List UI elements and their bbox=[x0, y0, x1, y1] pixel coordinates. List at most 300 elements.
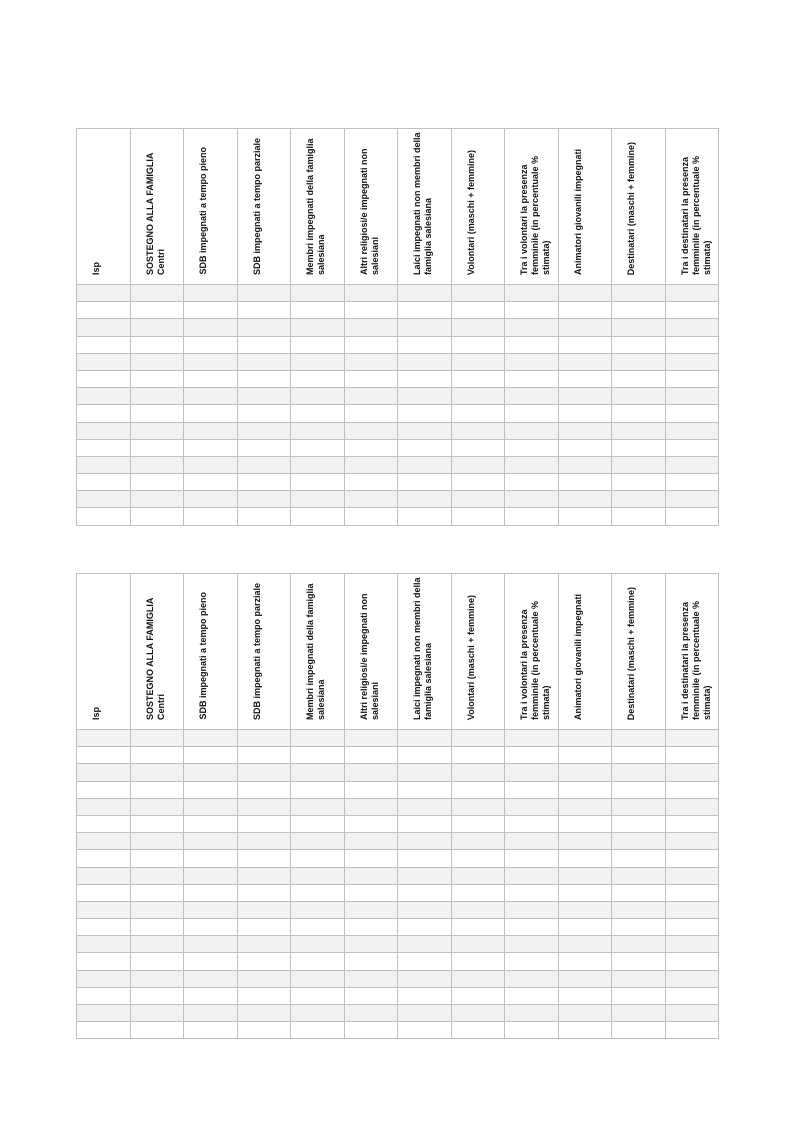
table-cell[interactable] bbox=[130, 850, 184, 867]
table-cell[interactable] bbox=[77, 508, 131, 525]
table-cell[interactable] bbox=[344, 901, 398, 918]
table-cell[interactable] bbox=[77, 370, 131, 387]
table-cell[interactable] bbox=[612, 1005, 666, 1022]
table-cell[interactable] bbox=[291, 336, 345, 353]
table-cell[interactable] bbox=[344, 884, 398, 901]
table-cell[interactable] bbox=[77, 439, 131, 456]
table-cell[interactable] bbox=[344, 422, 398, 439]
table-cell[interactable] bbox=[612, 901, 666, 918]
table-cell[interactable] bbox=[130, 388, 184, 405]
table-cell[interactable] bbox=[130, 867, 184, 884]
table-cell[interactable] bbox=[451, 747, 505, 764]
table-cell[interactable] bbox=[398, 953, 452, 970]
table-cell[interactable] bbox=[237, 285, 291, 302]
table-cell[interactable] bbox=[291, 491, 345, 508]
table-cell[interactable] bbox=[505, 901, 559, 918]
table-cell[interactable] bbox=[505, 919, 559, 936]
table-cell[interactable] bbox=[344, 867, 398, 884]
table-cell[interactable] bbox=[451, 815, 505, 832]
table-cell[interactable] bbox=[612, 456, 666, 473]
table-cell[interactable] bbox=[344, 405, 398, 422]
table-cell[interactable] bbox=[451, 884, 505, 901]
table-cell[interactable] bbox=[665, 901, 719, 918]
table-cell[interactable] bbox=[558, 491, 612, 508]
table-cell[interactable] bbox=[665, 336, 719, 353]
table-cell[interactable] bbox=[344, 953, 398, 970]
table-cell[interactable] bbox=[77, 1005, 131, 1022]
table-cell[interactable] bbox=[665, 953, 719, 970]
table-cell[interactable] bbox=[184, 336, 238, 353]
table-cell[interactable] bbox=[558, 422, 612, 439]
table-cell[interactable] bbox=[130, 439, 184, 456]
table-cell[interactable] bbox=[291, 833, 345, 850]
table-cell[interactable] bbox=[558, 850, 612, 867]
table-cell[interactable] bbox=[558, 302, 612, 319]
table-cell[interactable] bbox=[505, 456, 559, 473]
table-cell[interactable] bbox=[291, 936, 345, 953]
table-cell[interactable] bbox=[398, 1005, 452, 1022]
table-cell[interactable] bbox=[398, 439, 452, 456]
table-cell[interactable] bbox=[612, 474, 666, 491]
table-cell[interactable] bbox=[77, 919, 131, 936]
table-cell[interactable] bbox=[130, 987, 184, 1004]
table-cell[interactable] bbox=[612, 815, 666, 832]
table-cell[interactable] bbox=[612, 884, 666, 901]
table-cell[interactable] bbox=[398, 336, 452, 353]
table-cell[interactable] bbox=[451, 730, 505, 747]
table-cell[interactable] bbox=[77, 422, 131, 439]
table-cell[interactable] bbox=[184, 319, 238, 336]
table-cell[interactable] bbox=[130, 798, 184, 815]
table-cell[interactable] bbox=[451, 1005, 505, 1022]
table-cell[interactable] bbox=[344, 508, 398, 525]
table-cell[interactable] bbox=[237, 867, 291, 884]
table-cell[interactable] bbox=[237, 747, 291, 764]
table-cell[interactable] bbox=[558, 730, 612, 747]
table-cell[interactable] bbox=[130, 970, 184, 987]
table-cell[interactable] bbox=[505, 1022, 559, 1039]
table-cell[interactable] bbox=[451, 456, 505, 473]
table-cell[interactable] bbox=[665, 850, 719, 867]
table-cell[interactable] bbox=[184, 491, 238, 508]
table-cell[interactable] bbox=[184, 422, 238, 439]
table-cell[interactable] bbox=[130, 747, 184, 764]
table-cell[interactable] bbox=[665, 491, 719, 508]
table-cell[interactable] bbox=[77, 319, 131, 336]
table-cell[interactable] bbox=[558, 405, 612, 422]
table-cell[interactable] bbox=[398, 747, 452, 764]
table-cell[interactable] bbox=[184, 919, 238, 936]
table-cell[interactable] bbox=[291, 456, 345, 473]
table-cell[interactable] bbox=[451, 370, 505, 387]
table-cell[interactable] bbox=[505, 353, 559, 370]
table-cell[interactable] bbox=[344, 798, 398, 815]
table-cell[interactable] bbox=[344, 815, 398, 832]
table-cell[interactable] bbox=[612, 491, 666, 508]
table-cell[interactable] bbox=[77, 781, 131, 798]
table-cell[interactable] bbox=[505, 781, 559, 798]
table-cell[interactable] bbox=[665, 798, 719, 815]
table-cell[interactable] bbox=[237, 730, 291, 747]
table-cell[interactable] bbox=[558, 388, 612, 405]
table-cell[interactable] bbox=[130, 405, 184, 422]
table-cell[interactable] bbox=[77, 936, 131, 953]
table-cell[interactable] bbox=[130, 336, 184, 353]
table-cell[interactable] bbox=[344, 730, 398, 747]
table-cell[interactable] bbox=[451, 781, 505, 798]
table-cell[interactable] bbox=[665, 884, 719, 901]
table-cell[interactable] bbox=[291, 764, 345, 781]
table-cell[interactable] bbox=[237, 1022, 291, 1039]
table-cell[interactable] bbox=[184, 730, 238, 747]
table-cell[interactable] bbox=[451, 388, 505, 405]
table-cell[interactable] bbox=[77, 798, 131, 815]
table-cell[interactable] bbox=[237, 319, 291, 336]
table-cell[interactable] bbox=[344, 747, 398, 764]
table-cell[interactable] bbox=[665, 456, 719, 473]
table-cell[interactable] bbox=[665, 370, 719, 387]
table-cell[interactable] bbox=[291, 370, 345, 387]
table-cell[interactable] bbox=[665, 285, 719, 302]
table-cell[interactable] bbox=[398, 370, 452, 387]
table-cell[interactable] bbox=[77, 970, 131, 987]
table-cell[interactable] bbox=[665, 302, 719, 319]
table-cell[interactable] bbox=[291, 730, 345, 747]
table-cell[interactable] bbox=[612, 970, 666, 987]
table-cell[interactable] bbox=[451, 867, 505, 884]
table-cell[interactable] bbox=[237, 474, 291, 491]
table-cell[interactable] bbox=[398, 422, 452, 439]
table-cell[interactable] bbox=[291, 422, 345, 439]
table-cell[interactable] bbox=[77, 730, 131, 747]
table-cell[interactable] bbox=[505, 833, 559, 850]
table-cell[interactable] bbox=[130, 901, 184, 918]
table-cell[interactable] bbox=[237, 456, 291, 473]
table-cell[interactable] bbox=[558, 884, 612, 901]
table-cell[interactable] bbox=[291, 1005, 345, 1022]
table-cell[interactable] bbox=[344, 285, 398, 302]
table-cell[interactable] bbox=[237, 302, 291, 319]
table-cell[interactable] bbox=[344, 370, 398, 387]
table-cell[interactable] bbox=[77, 953, 131, 970]
table-cell[interactable] bbox=[291, 1022, 345, 1039]
table-cell[interactable] bbox=[505, 336, 559, 353]
table-cell[interactable] bbox=[665, 919, 719, 936]
table-cell[interactable] bbox=[184, 987, 238, 1004]
table-cell[interactable] bbox=[451, 764, 505, 781]
table-cell[interactable] bbox=[665, 319, 719, 336]
table-cell[interactable] bbox=[77, 901, 131, 918]
table-cell[interactable] bbox=[184, 815, 238, 832]
table-cell[interactable] bbox=[291, 319, 345, 336]
table-cell[interactable] bbox=[237, 798, 291, 815]
table-cell[interactable] bbox=[77, 474, 131, 491]
table-cell[interactable] bbox=[184, 474, 238, 491]
table-cell[interactable] bbox=[451, 970, 505, 987]
table-cell[interactable] bbox=[612, 405, 666, 422]
table-cell[interactable] bbox=[451, 474, 505, 491]
table-cell[interactable] bbox=[237, 1005, 291, 1022]
table-cell[interactable] bbox=[184, 850, 238, 867]
table-cell[interactable] bbox=[77, 833, 131, 850]
table-cell[interactable] bbox=[184, 285, 238, 302]
table-cell[interactable] bbox=[558, 508, 612, 525]
table-cell[interactable] bbox=[665, 474, 719, 491]
table-cell[interactable] bbox=[398, 884, 452, 901]
table-cell[interactable] bbox=[505, 936, 559, 953]
table-cell[interactable] bbox=[237, 781, 291, 798]
table-cell[interactable] bbox=[451, 798, 505, 815]
table-cell[interactable] bbox=[184, 747, 238, 764]
table-cell[interactable] bbox=[612, 747, 666, 764]
table-cell[interactable] bbox=[558, 456, 612, 473]
table-cell[interactable] bbox=[612, 302, 666, 319]
table-cell[interactable] bbox=[77, 491, 131, 508]
table-cell[interactable] bbox=[291, 919, 345, 936]
table-cell[interactable] bbox=[77, 302, 131, 319]
table-cell[interactable] bbox=[665, 508, 719, 525]
table-cell[interactable] bbox=[558, 319, 612, 336]
table-cell[interactable] bbox=[237, 884, 291, 901]
table-cell[interactable] bbox=[184, 388, 238, 405]
table-cell[interactable] bbox=[612, 798, 666, 815]
table-cell[interactable] bbox=[665, 388, 719, 405]
table-cell[interactable] bbox=[184, 970, 238, 987]
table-cell[interactable] bbox=[612, 319, 666, 336]
table-cell[interactable] bbox=[558, 815, 612, 832]
table-cell[interactable] bbox=[344, 439, 398, 456]
table-cell[interactable] bbox=[398, 1022, 452, 1039]
table-cell[interactable] bbox=[558, 901, 612, 918]
table-cell[interactable] bbox=[612, 953, 666, 970]
table-cell[interactable] bbox=[184, 798, 238, 815]
table-cell[interactable] bbox=[344, 970, 398, 987]
table-cell[interactable] bbox=[398, 730, 452, 747]
table-cell[interactable] bbox=[344, 491, 398, 508]
table-cell[interactable] bbox=[398, 919, 452, 936]
table-cell[interactable] bbox=[130, 508, 184, 525]
table-cell[interactable] bbox=[612, 508, 666, 525]
table-cell[interactable] bbox=[184, 456, 238, 473]
table-cell[interactable] bbox=[612, 353, 666, 370]
table-cell[interactable] bbox=[665, 987, 719, 1004]
table-cell[interactable] bbox=[505, 285, 559, 302]
table-cell[interactable] bbox=[237, 833, 291, 850]
table-cell[interactable] bbox=[451, 936, 505, 953]
table-cell[interactable] bbox=[237, 901, 291, 918]
table-cell[interactable] bbox=[612, 764, 666, 781]
table-cell[interactable] bbox=[237, 353, 291, 370]
table-cell[interactable] bbox=[665, 781, 719, 798]
table-cell[interactable] bbox=[505, 1005, 559, 1022]
table-cell[interactable] bbox=[505, 987, 559, 1004]
table-cell[interactable] bbox=[451, 353, 505, 370]
table-cell[interactable] bbox=[558, 798, 612, 815]
table-cell[interactable] bbox=[344, 850, 398, 867]
table-cell[interactable] bbox=[558, 747, 612, 764]
table-cell[interactable] bbox=[612, 422, 666, 439]
table-cell[interactable] bbox=[558, 867, 612, 884]
table-cell[interactable] bbox=[398, 815, 452, 832]
table-cell[interactable] bbox=[184, 1022, 238, 1039]
table-cell[interactable] bbox=[344, 781, 398, 798]
table-cell[interactable] bbox=[558, 1022, 612, 1039]
table-cell[interactable] bbox=[665, 970, 719, 987]
table-cell[interactable] bbox=[237, 405, 291, 422]
table-cell[interactable] bbox=[558, 919, 612, 936]
table-cell[interactable] bbox=[505, 884, 559, 901]
table-cell[interactable] bbox=[451, 439, 505, 456]
table-cell[interactable] bbox=[344, 302, 398, 319]
table-cell[interactable] bbox=[237, 491, 291, 508]
table-cell[interactable] bbox=[130, 422, 184, 439]
table-cell[interactable] bbox=[130, 474, 184, 491]
table-cell[interactable] bbox=[184, 953, 238, 970]
table-cell[interactable] bbox=[77, 747, 131, 764]
table-cell[interactable] bbox=[77, 336, 131, 353]
table-cell[interactable] bbox=[505, 815, 559, 832]
table-cell[interactable] bbox=[291, 508, 345, 525]
table-cell[interactable] bbox=[291, 747, 345, 764]
table-cell[interactable] bbox=[344, 1005, 398, 1022]
table-cell[interactable] bbox=[291, 353, 345, 370]
table-cell[interactable] bbox=[77, 850, 131, 867]
table-cell[interactable] bbox=[291, 781, 345, 798]
table-cell[interactable] bbox=[665, 747, 719, 764]
table-cell[interactable] bbox=[184, 370, 238, 387]
table-cell[interactable] bbox=[451, 987, 505, 1004]
table-cell[interactable] bbox=[398, 850, 452, 867]
table-cell[interactable] bbox=[505, 474, 559, 491]
table-cell[interactable] bbox=[130, 919, 184, 936]
table-cell[interactable] bbox=[665, 405, 719, 422]
table-cell[interactable] bbox=[558, 439, 612, 456]
table-cell[interactable] bbox=[665, 439, 719, 456]
table-cell[interactable] bbox=[77, 405, 131, 422]
table-cell[interactable] bbox=[558, 764, 612, 781]
table-cell[interactable] bbox=[237, 987, 291, 1004]
table-cell[interactable] bbox=[612, 370, 666, 387]
table-cell[interactable] bbox=[451, 336, 505, 353]
table-cell[interactable] bbox=[505, 405, 559, 422]
table-cell[interactable] bbox=[291, 987, 345, 1004]
table-cell[interactable] bbox=[505, 491, 559, 508]
table-cell[interactable] bbox=[558, 833, 612, 850]
table-cell[interactable] bbox=[184, 901, 238, 918]
table-cell[interactable] bbox=[184, 1005, 238, 1022]
table-cell[interactable] bbox=[665, 815, 719, 832]
table-cell[interactable] bbox=[291, 405, 345, 422]
table-cell[interactable] bbox=[451, 508, 505, 525]
table-cell[interactable] bbox=[505, 508, 559, 525]
table-cell[interactable] bbox=[612, 850, 666, 867]
table-cell[interactable] bbox=[184, 867, 238, 884]
table-cell[interactable] bbox=[184, 936, 238, 953]
table-cell[interactable] bbox=[451, 422, 505, 439]
table-cell[interactable] bbox=[558, 781, 612, 798]
table-cell[interactable] bbox=[665, 730, 719, 747]
table-cell[interactable] bbox=[505, 764, 559, 781]
table-cell[interactable] bbox=[344, 474, 398, 491]
table-cell[interactable] bbox=[558, 353, 612, 370]
table-cell[interactable] bbox=[184, 833, 238, 850]
table-cell[interactable] bbox=[665, 764, 719, 781]
table-cell[interactable] bbox=[130, 456, 184, 473]
table-cell[interactable] bbox=[398, 798, 452, 815]
table-cell[interactable] bbox=[77, 815, 131, 832]
table-cell[interactable] bbox=[184, 405, 238, 422]
table-cell[interactable] bbox=[612, 388, 666, 405]
table-cell[interactable] bbox=[184, 302, 238, 319]
table-cell[interactable] bbox=[130, 370, 184, 387]
table-cell[interactable] bbox=[612, 936, 666, 953]
table-cell[interactable] bbox=[505, 439, 559, 456]
table-cell[interactable] bbox=[398, 388, 452, 405]
table-cell[interactable] bbox=[130, 764, 184, 781]
table-cell[interactable] bbox=[558, 936, 612, 953]
table-cell[interactable] bbox=[184, 884, 238, 901]
table-cell[interactable] bbox=[612, 439, 666, 456]
table-cell[interactable] bbox=[344, 919, 398, 936]
table-cell[interactable] bbox=[665, 936, 719, 953]
table-cell[interactable] bbox=[665, 422, 719, 439]
table-cell[interactable] bbox=[77, 456, 131, 473]
table-cell[interactable] bbox=[505, 747, 559, 764]
table-cell[interactable] bbox=[505, 850, 559, 867]
table-cell[interactable] bbox=[130, 1005, 184, 1022]
table-cell[interactable] bbox=[398, 508, 452, 525]
table-cell[interactable] bbox=[77, 867, 131, 884]
table-cell[interactable] bbox=[130, 936, 184, 953]
table-cell[interactable] bbox=[398, 764, 452, 781]
table-cell[interactable] bbox=[77, 1022, 131, 1039]
table-cell[interactable] bbox=[558, 970, 612, 987]
table-cell[interactable] bbox=[398, 456, 452, 473]
table-cell[interactable] bbox=[291, 302, 345, 319]
table-cell[interactable] bbox=[612, 781, 666, 798]
table-cell[interactable] bbox=[398, 901, 452, 918]
table-cell[interactable] bbox=[291, 850, 345, 867]
table-cell[interactable] bbox=[451, 491, 505, 508]
table-cell[interactable] bbox=[77, 987, 131, 1004]
table-cell[interactable] bbox=[665, 1005, 719, 1022]
table-cell[interactable] bbox=[184, 508, 238, 525]
table-cell[interactable] bbox=[505, 388, 559, 405]
table-cell[interactable] bbox=[291, 474, 345, 491]
table-cell[interactable] bbox=[130, 730, 184, 747]
table-cell[interactable] bbox=[451, 1022, 505, 1039]
table-cell[interactable] bbox=[291, 901, 345, 918]
table-cell[interactable] bbox=[505, 953, 559, 970]
table-cell[interactable] bbox=[398, 302, 452, 319]
table-cell[interactable] bbox=[451, 953, 505, 970]
table-cell[interactable] bbox=[558, 953, 612, 970]
table-cell[interactable] bbox=[451, 833, 505, 850]
table-cell[interactable] bbox=[398, 405, 452, 422]
table-cell[interactable] bbox=[237, 815, 291, 832]
table-cell[interactable] bbox=[344, 936, 398, 953]
table-cell[interactable] bbox=[398, 970, 452, 987]
table-cell[interactable] bbox=[505, 970, 559, 987]
table-cell[interactable] bbox=[398, 285, 452, 302]
table-cell[interactable] bbox=[612, 987, 666, 1004]
table-cell[interactable] bbox=[130, 953, 184, 970]
table-cell[interactable] bbox=[451, 285, 505, 302]
table-cell[interactable] bbox=[612, 1022, 666, 1039]
table-cell[interactable] bbox=[612, 285, 666, 302]
table-cell[interactable] bbox=[291, 285, 345, 302]
table-cell[interactable] bbox=[130, 285, 184, 302]
